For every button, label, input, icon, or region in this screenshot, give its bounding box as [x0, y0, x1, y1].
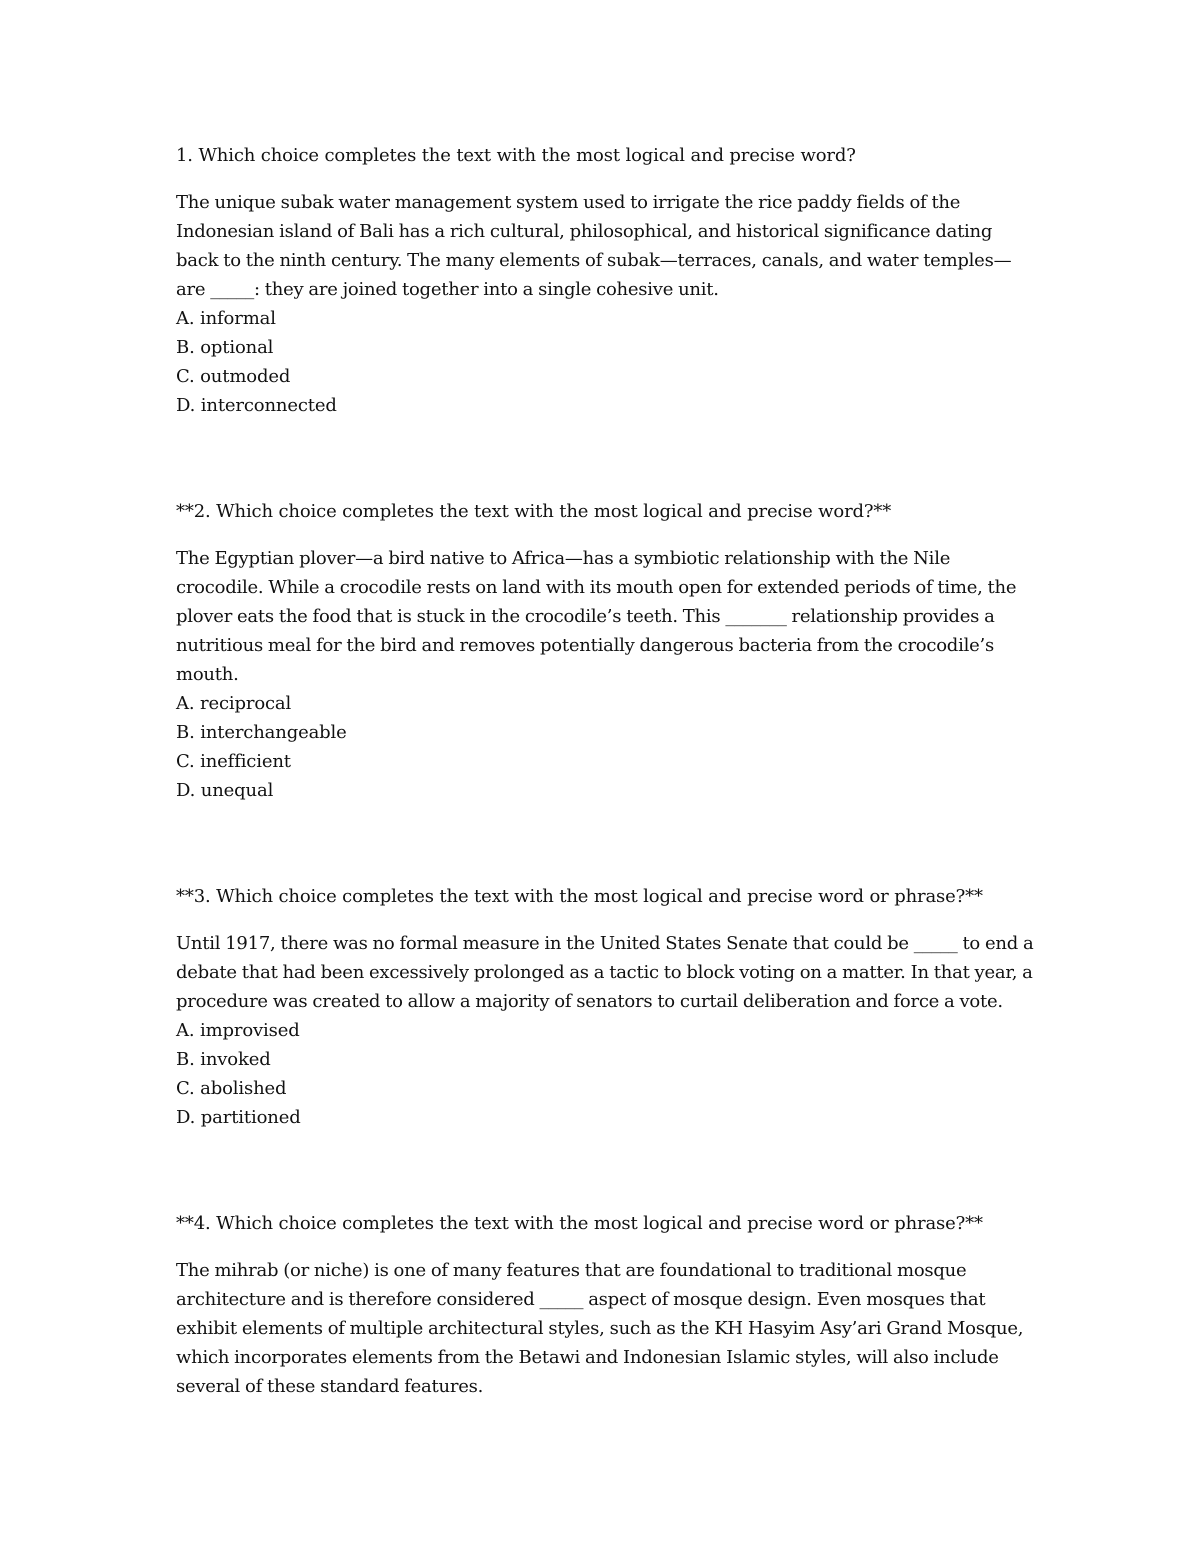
option-d: D. partitioned: [176, 1107, 301, 1128]
answer-options: [176, 1016, 1036, 1132]
option-a: A. reciprocal: [176, 693, 292, 714]
question-heading: **3. Which choice completes the text with the most logical and precise word or phrase?**: [176, 886, 983, 907]
option-c: C. outmoded: [176, 366, 291, 387]
option-a: A. improvised: [176, 1020, 300, 1041]
question-heading: **2. Which choice completes the text with the most logical and precise word?**: [176, 501, 892, 522]
document-page: [176, 141, 1036, 1401]
question-heading: 1. Which choice completes the text with the most logical and precise word?: [176, 145, 856, 166]
question-3: [176, 882, 1036, 1132]
option-c: C. abolished: [176, 1078, 287, 1099]
option-c: C. inefficient: [176, 751, 291, 772]
question-passage: Until 1917, there was no formal measure in the United States Senate that could be _____ to end a debate that had been excessively prolonged as a tactic to block voting on a matter. In that year, a procedure was created to allow a majority of senators to curtail deliberation and force a vote.: [176, 933, 1034, 1012]
question-heading: **4. Which choice completes the text with the most logical and precise word or phrase?**: [176, 1213, 983, 1234]
option-b: B. interchangeable: [176, 722, 347, 743]
question-passage: The Egyptian plover—a bird native to Africa—has a symbiotic relationship with the Nile crocodile. While a crocodile rests on land with its mouth open for extended periods of time, the plover eats the food that is stuck in the crocodile’s teeth. This _______ relationship provides a nutritious meal for the bird and removes potentially dangerous bacteria from the crocodile’s mouth.: [176, 548, 1017, 685]
question-4: [176, 1209, 1036, 1401]
option-a: A. informal: [176, 308, 276, 329]
answer-options: [176, 304, 1036, 420]
option-b: B. invoked: [176, 1049, 271, 1070]
question-2: [176, 497, 1036, 805]
option-b: B. optional: [176, 337, 274, 358]
question-passage: The unique subak water management system used to irrigate the rice paddy fields of the Indonesian island of Bali has a rich cultural, philosophical, and historical significance dating back to the ninth century. The many elements of subak—terraces, canals, and water temples—are _____: they are joined together into a single cohesive unit.: [176, 192, 1012, 300]
question-spacer: [176, 805, 1036, 882]
question-1: [176, 141, 1036, 420]
option-d: D. unequal: [176, 780, 274, 801]
question-passage: The mihrab (or niche) is one of many features that are foundational to traditional mosque architecture and is therefore considered _____ aspect of mosque design. Even mosques that exhibit elements of multiple architectural styles, such as the KH Hasyim Asy’ari Grand Mosque, which incorporates elements from the Betawi and Indonesian Islamic styles, will also include several of these standard features.: [176, 1260, 1024, 1397]
question-spacer: [176, 1132, 1036, 1209]
question-spacer: [176, 420, 1036, 497]
answer-options: [176, 689, 1036, 805]
option-d: D. interconnected: [176, 395, 337, 416]
